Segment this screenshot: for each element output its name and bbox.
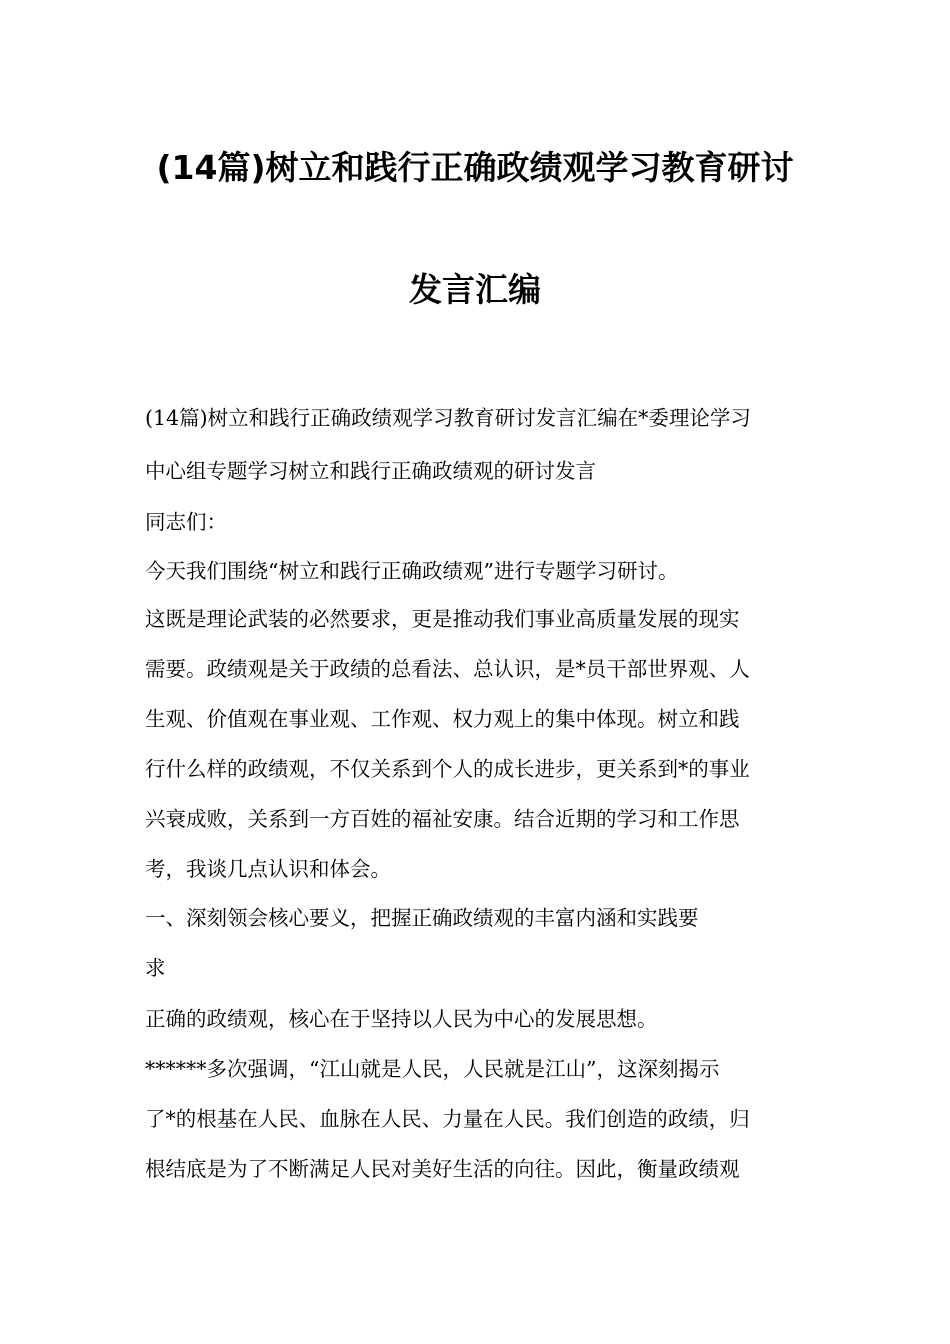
body-line: 了*的根基在人民、血脉在人民、力量在人民。我们创造的政绩，归 (145, 1107, 750, 1131)
body-line: 行什么样的政绩观，不仅关系到个人的成长进步，更关系到*的事业 (145, 757, 750, 781)
body-line: 根结底是为了不断满足人民对美好生活的向往。因此，衡量政绩观 (145, 1157, 740, 1181)
body-line: 兴衰成败，关系到一方百姓的福祉安康。结合近期的学习和工作思 (145, 807, 740, 831)
body-line: 中心组专题学习树立和践行正确政绩观的研讨发言 (145, 459, 596, 483)
body-line: 考，我谈几点认识和体会。 (145, 857, 391, 881)
body-line: 这既是理论武装的必然要求，更是推动我们事业高质量发展的现实 (145, 607, 740, 631)
body-line: ******多次强调，“江山就是人民，人民就是江山”，这深刻揭示 (145, 1057, 720, 1081)
body-line: 求 (145, 956, 166, 980)
document-title-line-2: 发言汇编 (409, 270, 541, 309)
document-title-line-1: (14篇)树立和践行正确政绩观学习教育研讨 (156, 148, 794, 187)
body-line: 一、深刻领会核心要义，把握正确政绩观的丰富内涵和实践要 (145, 906, 699, 930)
body-line: 需要。政绩观是关于政绩的总看法、总认识，是*员干部世界观、人 (145, 657, 750, 681)
body-line: 同志们： (145, 510, 227, 534)
body-line: 生观、价值观在事业观、工作观、权力观上的集中体现。树立和践 (145, 707, 740, 731)
body-line: 今天我们围绕“树立和践行正确政绩观”进行专题学习研讨。 (145, 559, 679, 583)
body-line: (14篇)树立和践行正确政绩观学习教育研讨发言汇编在*委理论学习 (145, 406, 751, 430)
body-line: 正确的政绩观，核心在于坚持以人民为中心的发展思想。 (145, 1007, 658, 1031)
